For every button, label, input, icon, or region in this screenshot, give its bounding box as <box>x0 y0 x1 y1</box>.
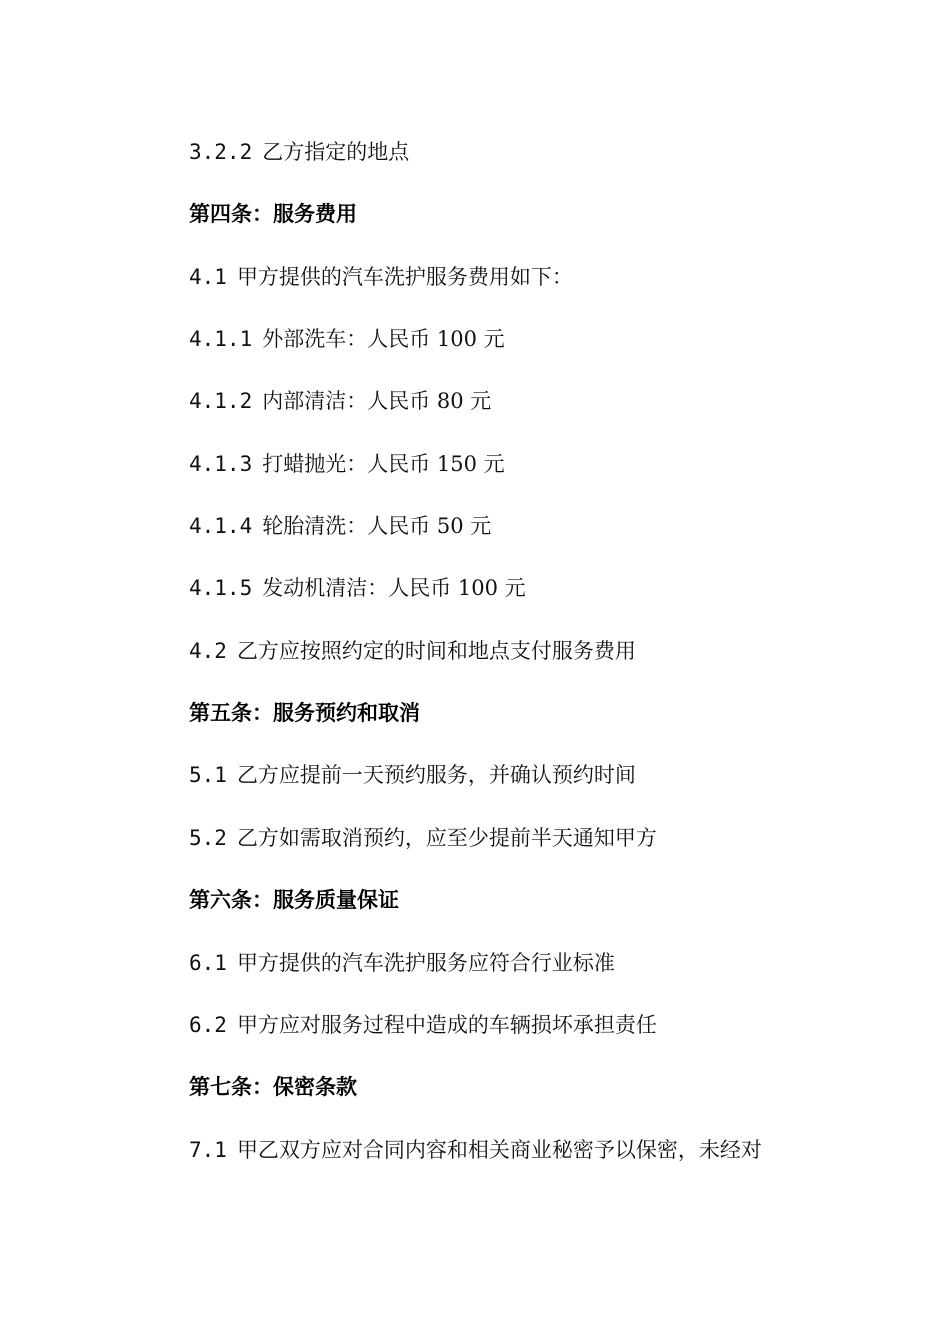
clause-4-1-1 <box>189 325 505 353</box>
clause-text: 外部洗车：人民币 100 元 <box>262 327 505 351</box>
clause-number: 7.1 <box>189 1138 227 1162</box>
clause-5-1 <box>189 761 636 789</box>
clause-text: 乙方指定的地点 <box>262 140 410 164</box>
clause-5-2 <box>189 824 657 852</box>
clause-number: 3.2.2 <box>189 140 253 164</box>
clause-text: 打蜡抛光：人民币 150 元 <box>262 452 505 476</box>
clause-text: 发动机清洁：人民币 100 元 <box>262 576 526 600</box>
clause-number: 4.1 <box>189 265 227 289</box>
clause-4-1-2 <box>189 387 491 415</box>
clause-6-1 <box>189 949 615 977</box>
clause-3-2-2 <box>189 138 409 166</box>
clause-number: 6.2 <box>189 1013 227 1037</box>
clause-text: 甲方提供的汽车洗护服务应符合行业标准 <box>236 951 615 975</box>
clause-text: 甲乙双方应对合同内容和相关商业秘密予以保密，未经对 <box>236 1138 762 1162</box>
clause-number: 5.1 <box>189 763 227 787</box>
clause-number: 4.1.1 <box>189 327 253 351</box>
clause-number: 5.2 <box>189 826 227 850</box>
clause-text: 乙方应按照约定的时间和地点支付服务费用 <box>236 639 636 663</box>
clause-number: 4.1.2 <box>189 389 253 413</box>
clause-4-2 <box>189 637 636 665</box>
clause-text: 乙方如需取消预约，应至少提前半天通知甲方 <box>236 826 657 850</box>
clause-4-1-5 <box>189 574 526 602</box>
clause-text: 甲方应对服务过程中造成的车辆损坏承担责任 <box>236 1013 657 1037</box>
clause-text: 乙方应提前一天预约服务，并确认预约时间 <box>236 763 636 787</box>
clause-number: 4.1.5 <box>189 576 253 600</box>
clause-number: 6.1 <box>189 951 227 975</box>
clause-6-2 <box>189 1011 657 1039</box>
section-heading-5: 第五条：服务预约和取消 <box>189 701 420 725</box>
clause-7-1 <box>189 1136 762 1164</box>
clause-text: 轮胎清洗：人民币 50 元 <box>262 514 492 538</box>
clause-4-1 <box>189 263 573 291</box>
section-heading-6: 第六条：服务质量保证 <box>189 888 399 912</box>
clause-4-1-4 <box>189 512 491 540</box>
section-heading-7: 第七条：保密条款 <box>189 1075 357 1099</box>
section-heading-4: 第四条：服务费用 <box>189 202 357 226</box>
clause-4-1-3 <box>189 450 505 478</box>
clause-text: 内部清洁：人民币 80 元 <box>262 389 492 413</box>
clause-number: 4.1.4 <box>189 514 253 538</box>
clause-text: 甲方提供的汽车洗护服务费用如下： <box>236 265 573 289</box>
clause-number: 4.2 <box>189 639 227 663</box>
clause-number: 4.1.3 <box>189 452 253 476</box>
